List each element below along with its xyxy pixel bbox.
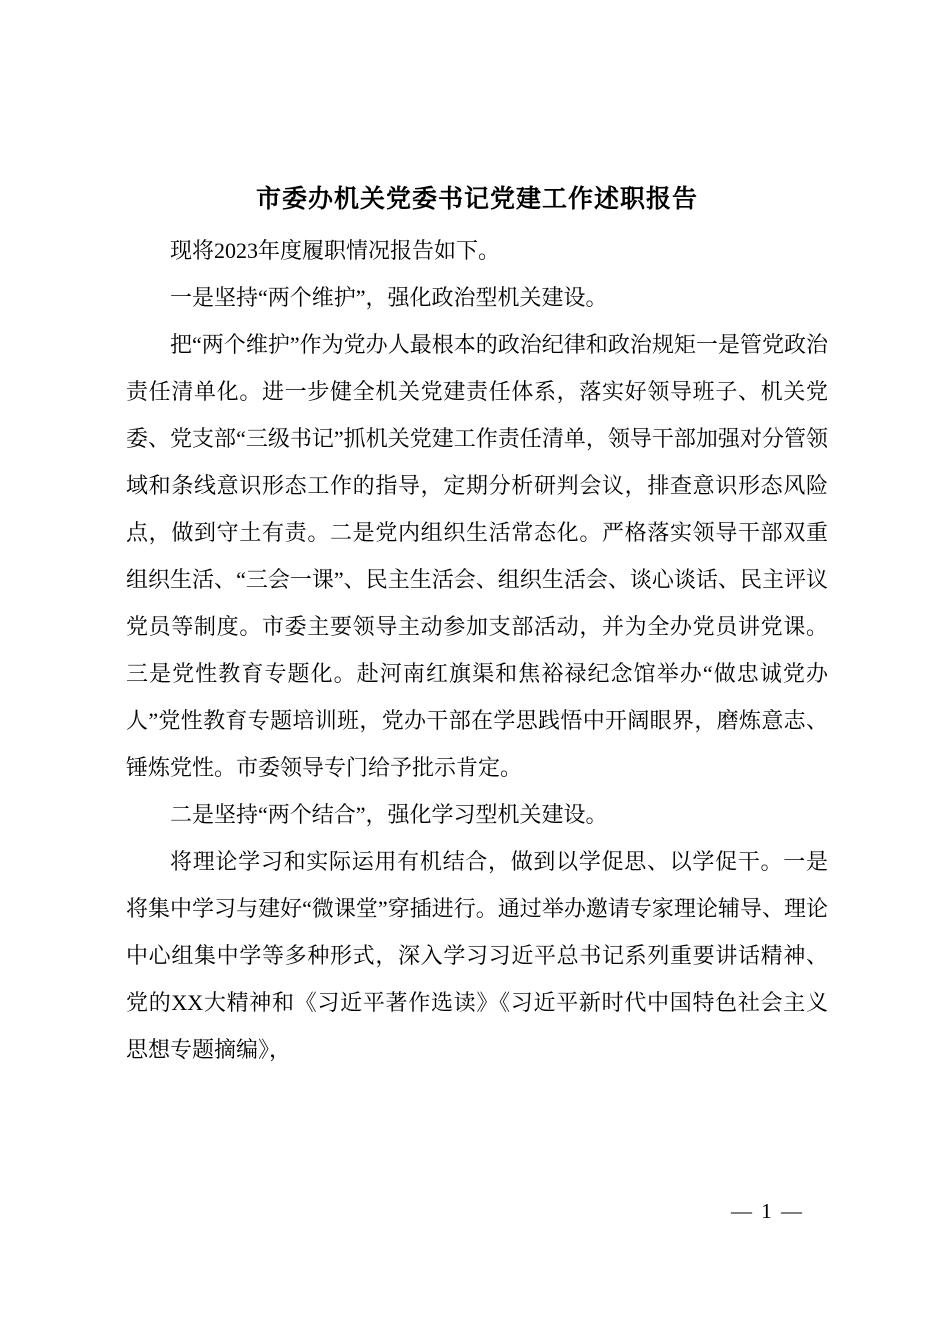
document-title: 市委办机关党委书记党建工作述职报告 <box>255 186 698 213</box>
paragraph-intro: 现将2023年度履职情况报告如下。 <box>170 238 501 263</box>
document-body <box>126 227 828 1073</box>
paragraph-section-2-heading: 二是坚持“两个结合”，强化学习型机关建设。 <box>170 802 608 827</box>
paragraph-section-1-body: 把“两个维护”作为党办人最根本的政治纪律和政治规矩一是管党政治责任清单化。进一步健全机关党建责任体系，落实好领导班子、机关党委、党支部“三级书记”抓机关党建工作责任清单，领导干部加强对分管领域和条线意识形态工作的指导，定期分析研判会议，排查意识形态风险点，做到守土有责。二是党内组织生活常态化。严格落实领导干部双重组织生活、“三会一课”、民主生活会、组织生活会、谈心谈话、民主评议党员等制度。市委主要领导主动参加支部活动，并为全办党员讲党课。三是党性教育专题化。赴河南红旗渠和焦裕禄纪念馆举办“做忠诚党办人”党性教育专题培训班，党办干部在学思践悟中开阔眼界，磨炼意志、锤炼党性。市委领导专门给予批示肯定。 <box>126 332 828 780</box>
paragraph-section-2-body: 将理论学习和实际运用有机结合，做到以学促思、以学促干。一是将集中学习与建好“微课堂”穿插进行。通过举办邀请专家理论辅导、理论中心组集中学等多种形式，深入学习习近平总书记系列重要讲话精神、党的XX大精神和《习近平著作选读》《习近平新时代中国特色社会主义思想专题摘编》， <box>126 849 828 1062</box>
paragraph-section-1-heading: 一是坚持“两个维护”，强化政治型机关建设。 <box>170 285 608 310</box>
page-number: — 1 — <box>731 1199 804 1223</box>
